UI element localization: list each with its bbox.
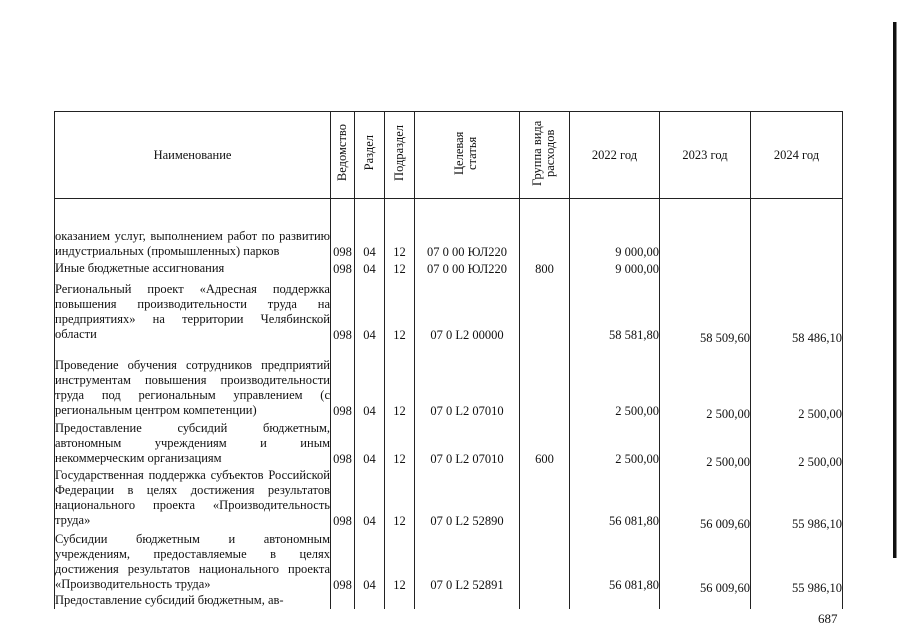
header-section-label: Раздел [362,135,376,171]
row-target: 07 0 00 ЮЛ220 [415,260,520,277]
header-dept-label: Ведомство [335,124,349,182]
row-2022: 56 081,80 [570,467,660,529]
row-target: 07 0 L2 52891 [415,529,520,593]
row-target: 07 0 00 ЮЛ220 [415,199,520,260]
table-row [55,529,843,593]
row-section: 04 [355,199,385,260]
row-subsection: 12 [385,343,415,419]
row-2022: 58 581,80 [570,277,660,343]
header-target [415,112,520,199]
row-group [520,529,570,593]
row-dept [331,593,355,609]
row-2023 [660,199,751,260]
header-dept [331,112,355,199]
row-2022: 9 000,00 [570,260,660,277]
row-2023: 2 500,00 [660,346,751,422]
row-2024 [751,260,843,277]
row-2023: 56 009,60 [660,532,751,596]
header-name: Наименование [55,112,331,199]
row-section [355,593,385,609]
row-dept: 098 [331,199,355,260]
row-2024: 58 486,10 [751,280,843,346]
row-2023 [660,260,751,277]
row-subsection: 12 [385,529,415,593]
header-subsection-label: Подраздел [392,125,406,181]
row-dept: 098 [331,419,355,467]
row-group [520,277,570,343]
table-header-row [55,112,843,199]
row-group: 800 [520,260,570,277]
row-2024: 2 500,00 [751,346,843,422]
table-row [55,419,843,467]
header-2024: 2024 год [751,112,843,199]
table-row [55,260,843,277]
row-dept: 098 [331,343,355,419]
row-subsection: 12 [385,277,415,343]
table-row [55,199,843,260]
row-name: Иные бюджетные ассигнования [55,260,331,277]
row-dept: 098 [331,467,355,529]
row-group [520,343,570,419]
row-name: Субсидии бюджетным и автономным учреждениям, предоставляемые в целях достижения результатов национального проекта «Производительность труда» [55,529,331,593]
page-number: 687 [818,611,838,626]
row-2024: 55 986,10 [751,470,843,532]
header-exp-group-label: Группа вида расходов [529,120,557,186]
row-section: 04 [355,277,385,343]
row-section: 04 [355,419,385,467]
row-name: Предоставление субсидий бюджетным, ав- [55,593,331,609]
row-name: Государственная поддержка субъектов Российской Федерации в целях достижения результатов национального проекта «Производительность труда» [55,467,330,528]
row-2023: 2 500,00 [660,422,751,470]
row-target: 07 0 L2 07010 [415,419,520,467]
row-2023: 58 509,60 [660,280,751,346]
header-2023: 2023 год [660,112,751,199]
row-dept: 098 [331,529,355,593]
row-name: Проведение обучения сотрудников предприятий инструментам повышения производительности труда под региональным управлением (с региональным центром компетенции) [55,343,331,419]
header-section [355,112,385,199]
row-2022: 56 081,80 [570,529,660,593]
header-target-label: Целевая статья [452,131,479,175]
budget-table [54,111,843,609]
row-target [415,593,520,609]
table-row [55,343,843,419]
row-2023: 56 009,60 [660,470,751,532]
row-2022 [570,593,660,609]
row-section: 04 [355,260,385,277]
row-subsection [385,593,415,609]
row-section: 04 [355,529,385,593]
row-subsection: 12 [385,260,415,277]
row-group [520,467,570,529]
row-name: Предоставление субсидий бюджетным, автономным учреждениям и иным некоммерческим организациям [55,419,331,467]
row-2024 [751,199,843,260]
row-name: оказанием услуг, выполнением работ по развитию индустриальных (промышленных) парков [55,199,331,260]
page-edge-line [896,22,897,558]
row-2024: 55 986,10 [751,532,843,596]
table-row [55,277,843,343]
header-2022: 2022 год [570,112,660,199]
row-dept: 098 [331,260,355,277]
row-2022: 9 000,00 [570,199,660,260]
row-subsection: 12 [385,419,415,467]
row-2022: 2 500,00 [570,419,660,467]
row-subsection: 12 [385,199,415,260]
row-target: 07 0 L2 07010 [415,343,520,419]
header-subsection [385,112,415,199]
row-section: 04 [355,343,385,419]
row-dept: 098 [331,277,355,343]
row-target: 07 0 L2 00000 [415,277,520,343]
row-group [520,199,570,260]
row-2024: 2 500,00 [751,422,843,470]
row-name: Региональный проект «Адресная поддержка повышения производительности труда на предприятиях» на территории Челябинской области [55,277,331,343]
row-section: 04 [355,467,385,529]
header-exp-group [520,112,570,199]
row-group [520,593,570,609]
row-target: 07 0 L2 52890 [415,467,520,529]
table-row [55,467,843,529]
row-2022: 2 500,00 [570,343,660,419]
row-subsection: 12 [385,467,415,529]
row-group: 600 [520,419,570,467]
